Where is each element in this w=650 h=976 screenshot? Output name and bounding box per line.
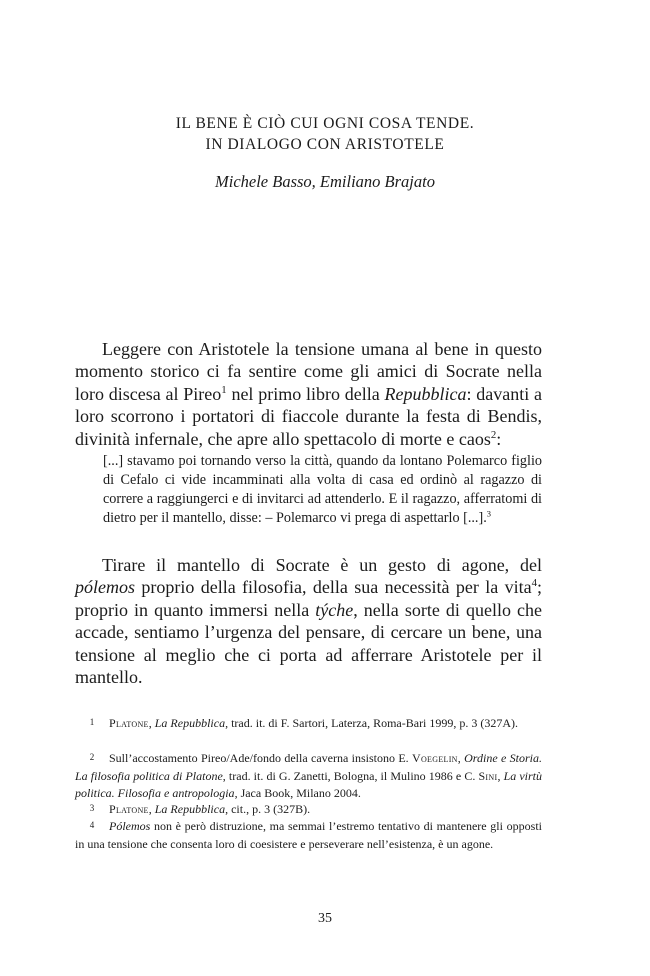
page-number: 35 — [318, 911, 332, 926]
chapter-authors: Michele Basso, Emiliano Brajato — [215, 172, 435, 191]
footnote-3 — [75, 800, 542, 819]
p2-text-d: , nella sorte di quello che accade, sentiamo l’urgenza del pensare, di cercare un bene, una tensione al meglio che ci porta ad afferrare Aristotele per il mantello. — [75, 599, 542, 688]
footnote-rest: non è però distruzione, ma semmai l’estremo tentativo di mantenere gli opposti in una tensione che consenta loro di coesistere e perseverare nell’esistenza, è un agone. — [75, 819, 542, 851]
p2-text-c: ; proprio in quanto immersi nella — [75, 577, 542, 620]
footnote-title: La Repubblica — [154, 802, 226, 816]
footnote-ref-4: 4 — [531, 577, 537, 590]
footnote-sep: , — [148, 716, 155, 730]
body-paragraph-2 — [75, 554, 542, 688]
chapter-title-line-2: IN DIALOGO CON ARISTOTELE — [205, 136, 445, 153]
footnote-text-b: , trad. it. di G. Zanetti, Bologna, il Mulino 1986 e C. — [222, 768, 479, 783]
footnote-rest: , trad. it. di F. Sartori, Laterza, Roma-Bari 1999, p. 3 (327A). — [225, 716, 519, 730]
footnote-sep: , — [457, 751, 465, 765]
footnote-ref-1: 1 — [221, 383, 227, 396]
footnote-ref-3: 3 — [486, 508, 491, 519]
footnote-author: Platone — [109, 802, 149, 816]
p1-text-a: Leggere con Aristotele la tensione umana al bene in questo momento storico ci fa sentire come gli amici di Socrate nella loro discesa al Pireo — [75, 339, 542, 404]
p2-text-a: Tirare il mantello di Socrate è un gesto di agone, del — [102, 555, 542, 575]
footnote-author-2: Sini — [478, 768, 498, 783]
footnote-number: 3 — [89, 803, 95, 813]
quote-text: [...] stavamo poi tornando verso la città, quando da lontano Polemarco figlio di Cefalo ci vide incamminati alla volta di casa ed ordinò al ragazzo di correre a raggiungerci e di invitarci ad attenderlo. E il ragazzo, afferratomi di dietro per il mantello, disse: – Polemarco vi prega di aspettarlo [...]. — [103, 453, 542, 526]
p2-italic-tyche: týche — [315, 599, 354, 620]
chapter-title-line-1: IL BENE È CIÒ CUI OGNI COSA TENDE. — [175, 115, 475, 132]
footnote-number: 4 — [89, 820, 95, 830]
p1-text-b: nel primo libro della — [226, 383, 385, 404]
footnote-rest: , cit., p. 3 (327B). — [225, 802, 311, 816]
p2-text-b: proprio della filosofia, della sua necessità per la vita — [135, 577, 532, 598]
footnote-2 — [75, 749, 542, 803]
p1-text-c: : davanti a loro scorrono i portatori di fiaccole durante la festa di Bendis, divinità infernale, che apre allo spettacolo di morte e caos — [75, 383, 542, 449]
footnote-author-1: Voegelin — [412, 751, 458, 765]
footnote-ref-2: 2 — [490, 428, 497, 441]
footnote-text-c: , — [497, 768, 504, 783]
footnote-text-d: , Jaca Book, Milano 2004. — [234, 786, 361, 800]
footnote-title-1: Ordine e Storia. La filosofia politica di Platone — [75, 751, 543, 783]
p1-book-title: Repubblica — [384, 383, 467, 404]
body-paragraph-1 — [75, 338, 542, 450]
block-quote — [103, 452, 542, 528]
footnote-text-a: Sull’accostamento Pireo/Ade/fondo della caverna insistono E. — [109, 751, 413, 765]
footnote-italic-term: Pólemos — [109, 819, 151, 833]
footnote-title-2: La virtù politica. Filosofia e antropologia — [75, 768, 543, 800]
footnote-number: 1 — [89, 717, 95, 727]
p1-text-d: : — [496, 428, 502, 449]
p2-italic-polemos: pólemos — [75, 577, 135, 598]
footnote-4 — [75, 817, 542, 853]
footnote-1 — [75, 714, 542, 733]
footnote-title: La Repubblica — [154, 716, 226, 730]
footnote-sep: , — [148, 802, 155, 816]
footnote-author: Platone — [109, 716, 149, 730]
footnote-number: 2 — [89, 752, 95, 762]
